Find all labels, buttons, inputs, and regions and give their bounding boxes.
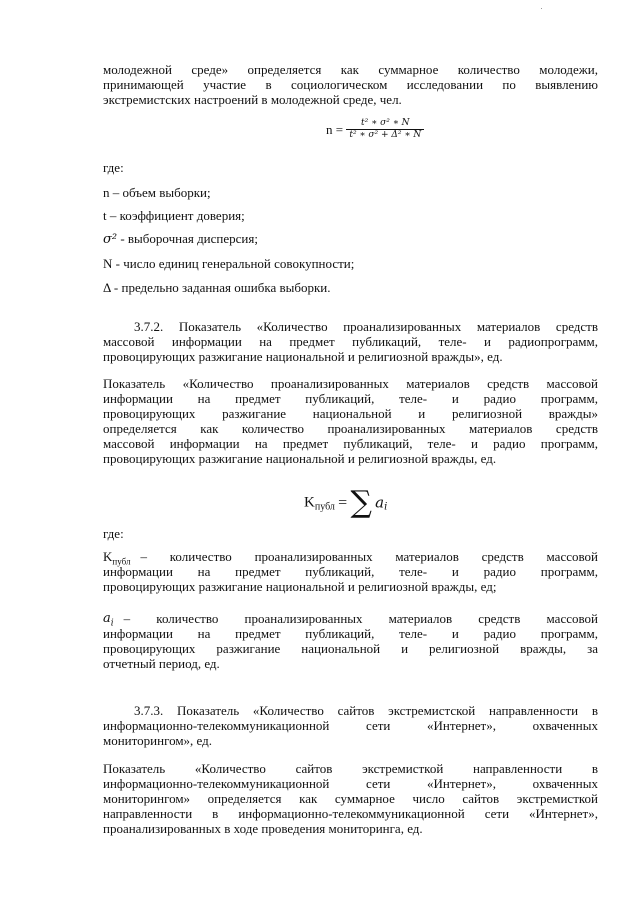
heading-line: 3.7.2. Показатель «Количество проанализированных материалов средств [134, 319, 598, 334]
symbol-a: a [103, 611, 111, 626]
symbol-sigma-squared: σ² [103, 232, 118, 247]
definition-text: – количество проанализированных материалов средств массовой [123, 611, 598, 626]
intro-line: принимающей участие в социологическом исследовании по выявлению [103, 77, 598, 92]
intro-line: молодежной среде» определяется как суммарное количество молодежи, [103, 62, 598, 77]
formula-denominator: t² ∗ σ² + Δ² ∗ N [349, 130, 422, 140]
symbol-a-i [103, 611, 114, 629]
formula-a: a [375, 493, 385, 512]
sample-size-formula [326, 118, 424, 141]
definition-delta [103, 280, 330, 295]
definition-sigma [103, 231, 258, 247]
heading-line: информационно-телекоммуникационной сети «Интернет», охваченных [103, 718, 598, 733]
formula-numerator: t² ∗ σ² ∗ N [346, 118, 424, 130]
definition-text: - выборочная дисперсия; [117, 231, 258, 246]
definition-N [103, 256, 354, 271]
body-line: Показатель «Количество сайтов экстремисткой направленности в [103, 761, 598, 776]
where-label: где: [103, 526, 124, 541]
symbol-t: t [103, 208, 107, 223]
intro-paragraph [103, 62, 598, 107]
symbol-delta: Δ [103, 280, 111, 295]
heading-line: мониторингом», ед. [103, 733, 213, 748]
summation-symbol: ∑ [350, 485, 372, 520]
symbol-K: K [103, 549, 113, 564]
where-label: где: [103, 160, 124, 175]
body-line: информации на предмет публикаций, теле- и радио программ, [103, 391, 598, 406]
formula-fraction [346, 118, 424, 141]
body-line: направленности в информационно-телекоммуникационной сети «Интернет», [103, 806, 598, 821]
symbol-N: N [103, 256, 113, 271]
symbol-a-subscript: i [110, 618, 114, 629]
body-line: Показатель «Количество проанализированных материалов средств массовой [103, 376, 598, 391]
heading-line: 3.7.3. Показатель «Количество сайтов экстремистской направленности в [134, 703, 598, 718]
formula-lhs: n = [326, 122, 344, 137]
section-3-7-2-body [103, 376, 598, 466]
definition-first-line [103, 611, 598, 629]
symbol-K-subscript: публ [112, 556, 131, 567]
body-line: проанализированных в ходе проведения мониторинга, ед. [103, 821, 423, 836]
definition-line: провоцирующих разжигание национальной и религиозной вражды, за [103, 641, 598, 656]
definition-text: - предельно заданная ошибка выборки. [110, 280, 331, 295]
definition-first-line [103, 549, 598, 567]
definition-text: – количество проанализированных материалов средств массовой [140, 549, 598, 564]
intro-line: экстремистских настроений в молодежной среде, чел. [103, 92, 402, 107]
formula-a-subscript: i [384, 501, 388, 513]
definition-line: провоцирующих разжигание национальной и религиозной вражды, ед; [103, 579, 497, 594]
body-line: мониторингом» определяется как суммарное число сайтов экстремисткой [103, 791, 598, 806]
body-line: провоцирующих разжигание национальной и религиозной вражды, ед. [103, 451, 497, 466]
definition-line: отчетный период, ед. [103, 656, 220, 671]
formula-K: K [304, 494, 315, 511]
definition-K-publ [103, 549, 598, 594]
sum-formula [304, 485, 388, 520]
heading-line: массовой информации на предмет публикаций, теле- и радиопрограмм, [103, 334, 598, 349]
scan-speck [541, 8, 542, 9]
definition-n [103, 185, 211, 200]
definition-t [103, 208, 245, 223]
section-3-7-2-heading [103, 319, 598, 364]
definition-text: - число единиц генеральной совокупности; [112, 256, 355, 271]
symbol-K-publ [103, 549, 131, 567]
definition-line: информации на предмет публикаций, теле- и радио программ, [103, 564, 598, 579]
definition-text: – объем выборки; [109, 185, 211, 200]
definition-line: информации на предмет публикаций, теле- и радио программ, [103, 626, 598, 641]
body-line: провоцирующих разжигание национальной и религиозной вражды» [103, 406, 598, 421]
formula-K-subscript: публ [314, 501, 335, 513]
section-3-7-3-body [103, 761, 598, 836]
body-line: массовой информации на предмет публикаций, теле- и радио программ, [103, 436, 598, 451]
heading-line: провоцирующих разжигание национальной и религиозной вражды», ед. [103, 349, 503, 364]
definition-text: – коэффициент доверия; [106, 208, 245, 223]
formula-equals: = [338, 494, 348, 512]
section-3-7-3-heading [103, 703, 598, 748]
body-line: информационно-телекоммуникационной сети «Интернет», охваченных [103, 776, 598, 791]
body-line: определяется как количество проанализированных материалов средств [103, 421, 598, 436]
definition-a-i [103, 611, 598, 671]
symbol-n: n [103, 185, 110, 200]
